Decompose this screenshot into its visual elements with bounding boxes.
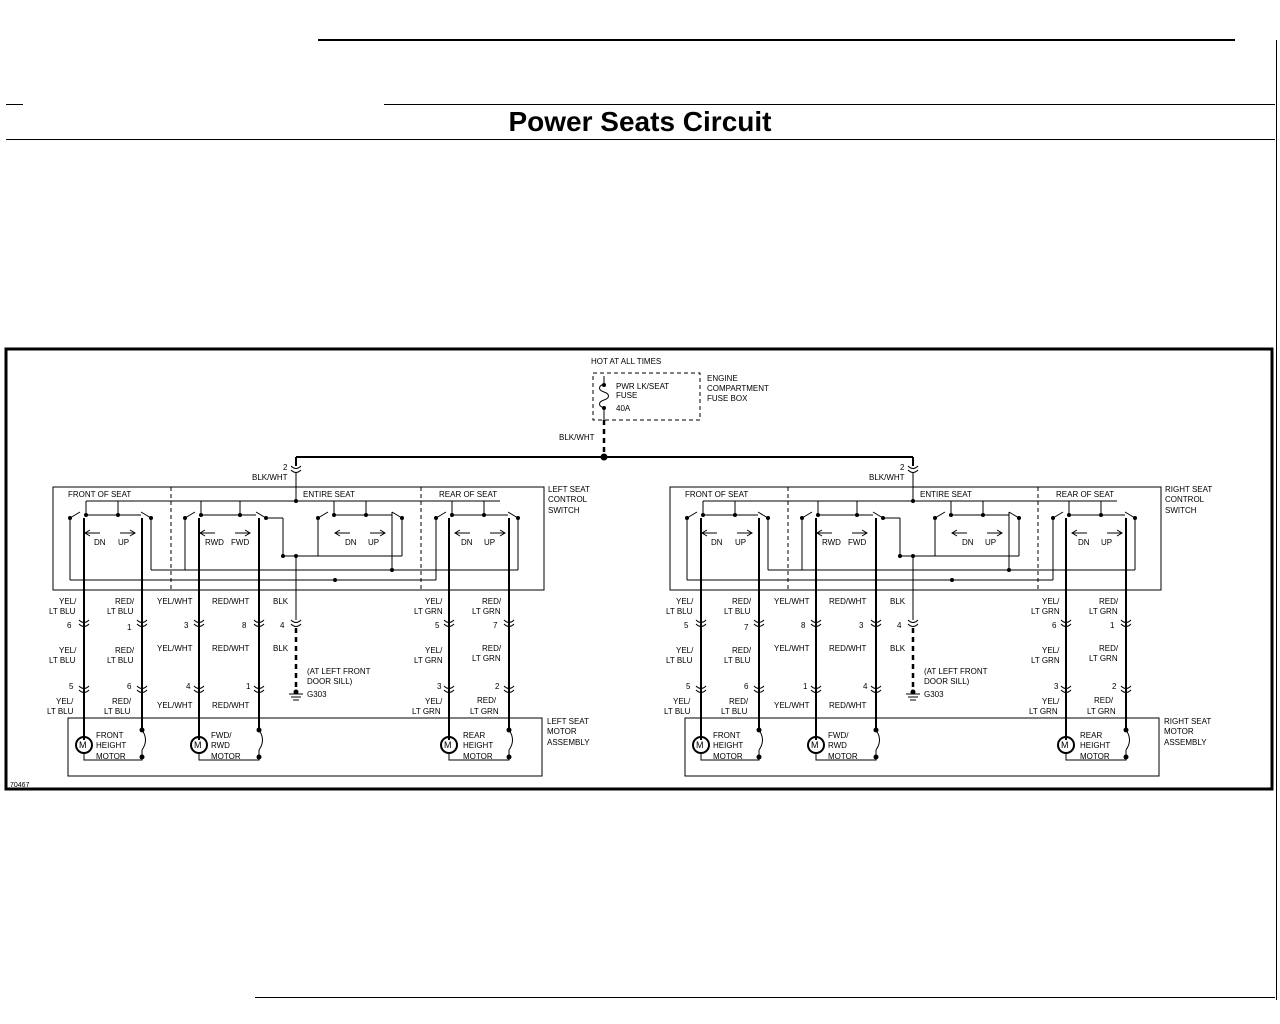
right-w4-bot2: LT GRN — [1029, 707, 1058, 716]
right-w0-bot2: LT BLU — [664, 707, 691, 716]
left-switch-label-1: LEFT SEAT — [548, 485, 590, 494]
svg-text:HEIGHT: HEIGHT — [96, 741, 127, 750]
svg-text:MOTOR: MOTOR — [1080, 752, 1110, 761]
left-w1-bot1: RED/ — [112, 697, 132, 706]
right-w1-mid2: LT BLU — [724, 656, 751, 665]
left-ground-note-2: DOOR SILL) — [307, 677, 353, 686]
right-switch-label-3: SWITCH — [1165, 506, 1197, 515]
left-ground-wire: BLK — [273, 597, 289, 606]
right-motor-label-3: ASSEMBLY — [1164, 738, 1207, 747]
fuse-rating-label: 40A — [616, 404, 631, 413]
left-ground-id: G303 — [307, 690, 327, 699]
right-w1-pinb: 6 — [744, 682, 749, 691]
left-w4-bot1: YEL/ — [425, 697, 443, 706]
left-w2-pina: 3 — [184, 621, 189, 630]
right-w0-top1: YEL/ — [676, 597, 694, 606]
left-w3-top1: RED/WHT — [212, 597, 250, 606]
left-w4-bot2: LT GRN — [412, 707, 441, 716]
right-section-rear: REAR OF SEAT — [1056, 490, 1115, 499]
left-w1-top2: LT BLU — [107, 607, 134, 616]
svg-text:REAR: REAR — [1080, 731, 1103, 740]
left-fwd: FWD — [231, 538, 250, 547]
svg-text:FWD/: FWD/ — [211, 731, 232, 740]
right-w4-top2: LT GRN — [1031, 607, 1060, 616]
right-dn-3: DN — [1078, 538, 1090, 547]
right-w4-mid2: LT GRN — [1031, 656, 1060, 665]
right-section-entire: ENTIRE SEAT — [920, 490, 972, 499]
right-w5-pinb: 2 — [1112, 682, 1117, 691]
right-section-front: FRONT OF SEAT — [685, 490, 749, 499]
right-w4-top1: YEL/ — [1042, 597, 1060, 606]
left-rwd: RWD — [205, 538, 224, 547]
svg-text:M: M — [1061, 740, 1069, 750]
svg-text:HEIGHT: HEIGHT — [713, 741, 744, 750]
left-section-entire: ENTIRE SEAT — [303, 490, 355, 499]
right-feed-pin: 2 — [900, 463, 905, 472]
left-feed-pin: 2 — [283, 463, 288, 472]
svg-text:MOTOR: MOTOR — [463, 752, 493, 761]
right-ground-wire: BLK — [890, 597, 906, 606]
right-up-2: UP — [985, 538, 997, 547]
right-w3-pina: 3 — [859, 621, 864, 630]
right-w4-pina: 6 — [1052, 621, 1057, 630]
feed-wire-label: BLK/WHT — [559, 433, 595, 442]
svg-text:M: M — [696, 740, 704, 750]
left-w0-mid1: YEL/ — [59, 646, 77, 655]
right-w0-pina: 5 — [684, 621, 689, 630]
left-seat-circuit — [47, 457, 590, 776]
left-w3-bot1: RED/WHT — [212, 701, 250, 710]
right-up-3: UP — [1101, 538, 1113, 547]
left-w5-top1: RED/ — [482, 597, 502, 606]
left-w1-top1: RED/ — [115, 597, 135, 606]
right-dn-2: DN — [962, 538, 974, 547]
left-fwd-rwd-motor — [191, 728, 263, 762]
left-switch-label-3: SWITCH — [548, 506, 580, 515]
svg-text:FRONT: FRONT — [96, 731, 124, 740]
right-w0-top2: LT BLU — [666, 607, 693, 616]
svg-text:FRONT: FRONT — [713, 731, 741, 740]
left-w1-mid2: LT BLU — [107, 656, 134, 665]
svg-text:M: M — [79, 740, 87, 750]
right-w5-pina: 1 — [1110, 621, 1115, 630]
left-switch-label-2: CONTROL — [548, 495, 588, 504]
right-fwd: FWD — [848, 538, 867, 547]
page-title: Power Seats Circuit — [508, 106, 772, 137]
left-section-rear: REAR OF SEAT — [439, 490, 498, 499]
right-w2-top1: YEL/WHT — [774, 597, 810, 606]
left-dn-2: DN — [345, 538, 357, 547]
svg-text:MOTOR: MOTOR — [713, 752, 743, 761]
left-w3-pinb: 1 — [246, 682, 251, 691]
right-w5-mid1: RED/ — [1099, 644, 1119, 653]
diagram-frame — [6, 349, 1272, 789]
right-w0-pinb: 5 — [686, 682, 691, 691]
right-w4-mid1: YEL/ — [1042, 646, 1060, 655]
right-w1-bot2: LT BLU — [721, 707, 748, 716]
right-w0-mid1: YEL/ — [676, 646, 694, 655]
right-w1-bot1: RED/ — [729, 697, 749, 706]
left-w0-pinb: 5 — [69, 682, 74, 691]
left-w5-pina: 7 — [493, 621, 498, 630]
right-w3-mid1: RED/WHT — [829, 644, 867, 653]
left-w1-mid1: RED/ — [115, 646, 135, 655]
right-fwd-rwd-motor — [808, 728, 880, 762]
left-w4-top1: YEL/ — [425, 597, 443, 606]
right-w0-mid2: LT BLU — [666, 656, 693, 665]
left-dn-1: DN — [94, 538, 106, 547]
right-w1-mid1: RED/ — [732, 646, 752, 655]
left-up-1: UP — [118, 538, 130, 547]
left-w4-pina: 5 — [435, 621, 440, 630]
left-front-height-motor — [76, 728, 146, 762]
left-up-2: UP — [368, 538, 380, 547]
left-w0-pina: 6 — [67, 621, 72, 630]
right-w1-top1: RED/ — [732, 597, 752, 606]
left-w2-bot1: YEL/WHT — [157, 701, 193, 710]
svg-text:M: M — [194, 740, 202, 750]
right-feed-wire: BLK/WHT — [869, 473, 905, 482]
right-w5-bot1: RED/ — [1094, 696, 1114, 705]
right-w4-bot1: YEL/ — [1042, 697, 1060, 706]
left-ground-note-1: (AT LEFT FRONT — [307, 667, 371, 676]
hot-at-all-times-label: HOT AT ALL TIMES — [591, 357, 662, 366]
svg-text:MOTOR: MOTOR — [828, 752, 858, 761]
right-w3-bot1: RED/WHT — [829, 701, 867, 710]
figure-number: 70467 — [10, 782, 30, 789]
fuse-name-label: PWR LK/SEAT — [616, 382, 670, 391]
left-w2-pinb: 4 — [186, 682, 191, 691]
svg-text:REAR: REAR — [463, 731, 486, 740]
left-motor-label-2: MOTOR — [547, 727, 577, 736]
right-ground-note-2: DOOR SILL) — [924, 677, 970, 686]
right-w5-bot2: LT GRN — [1087, 707, 1116, 716]
left-w0-bot2: LT BLU — [47, 707, 74, 716]
right-front-height-motor — [693, 728, 763, 762]
fuse-icon — [600, 376, 609, 420]
right-w3-pinb: 4 — [863, 682, 868, 691]
left-w0-top1: YEL/ — [59, 597, 77, 606]
left-w1-bot2: LT BLU — [104, 707, 131, 716]
svg-text:RWD: RWD — [211, 741, 230, 750]
left-w4-mid1: YEL/ — [425, 646, 443, 655]
right-switch-label-1: RIGHT SEAT — [1165, 485, 1213, 494]
svg-text:RWD: RWD — [828, 741, 847, 750]
left-up-3: UP — [484, 538, 496, 547]
left-w4-mid2: LT GRN — [414, 656, 443, 665]
right-up-1: UP — [735, 538, 747, 547]
right-motor-label-2: MOTOR — [1164, 727, 1194, 736]
left-w0-mid2: LT BLU — [49, 656, 76, 665]
svg-text:M: M — [444, 740, 452, 750]
right-w1-pina: 7 — [744, 623, 749, 632]
svg-text:HEIGHT: HEIGHT — [1080, 741, 1111, 750]
left-motor-label-3: ASSEMBLY — [547, 738, 590, 747]
right-w0-bot1: YEL/ — [673, 697, 691, 706]
fuse-box-outline — [593, 373, 700, 420]
right-w2-pinb: 1 — [803, 682, 808, 691]
svg-text:FWD/: FWD/ — [828, 731, 849, 740]
right-w5-top1: RED/ — [1099, 597, 1119, 606]
svg-text:MOTOR: MOTOR — [211, 752, 241, 761]
right-w5-mid2: LT GRN — [1089, 654, 1118, 663]
svg-text:M: M — [811, 740, 819, 750]
left-w2-top1: YEL/WHT — [157, 597, 193, 606]
fusebox-label-2: COMPARTMENT — [707, 384, 769, 393]
right-w1-top2: LT BLU — [724, 607, 751, 616]
power-source — [296, 357, 913, 461]
left-w3-pina: 8 — [242, 621, 247, 630]
svg-text:HEIGHT: HEIGHT — [463, 741, 494, 750]
left-w0-top2: LT BLU — [49, 607, 76, 616]
right-motor-label-1: RIGHT SEAT — [1164, 717, 1212, 726]
right-ground-wire-2: BLK — [890, 644, 906, 653]
svg-text:MOTOR: MOTOR — [96, 752, 126, 761]
right-w2-bot1: YEL/WHT — [774, 701, 810, 710]
right-ground-id: G303 — [924, 690, 944, 699]
right-rear-height-motor — [1058, 728, 1130, 762]
left-ground-pin: 4 — [280, 621, 285, 630]
left-dn-3: DN — [461, 538, 473, 547]
right-dn-1: DN — [711, 538, 723, 547]
left-w3-mid1: RED/WHT — [212, 644, 250, 653]
left-w4-top2: LT GRN — [414, 607, 443, 616]
left-rear-height-motor — [441, 728, 513, 762]
right-w3-top1: RED/WHT — [829, 597, 867, 606]
left-w2-mid1: YEL/WHT — [157, 644, 193, 653]
fuse-type-label: FUSE — [616, 391, 638, 400]
left-w5-pinb: 2 — [495, 682, 500, 691]
right-seat-circuit — [664, 457, 1212, 776]
left-motor-label-1: LEFT SEAT — [547, 717, 589, 726]
left-w5-top2: LT GRN — [472, 607, 501, 616]
right-ground-pin: 4 — [897, 621, 902, 630]
right-rwd: RWD — [822, 538, 841, 547]
left-ground-wire-2: BLK — [273, 644, 289, 653]
left-w5-bot2: LT GRN — [470, 707, 499, 716]
left-section-front: FRONT OF SEAT — [68, 490, 132, 499]
left-w5-bot1: RED/ — [477, 696, 497, 705]
right-w4-pinb: 3 — [1054, 682, 1059, 691]
fusebox-label-3: FUSE BOX — [707, 394, 748, 403]
left-w5-mid1: RED/ — [482, 644, 502, 653]
right-ground-note-1: (AT LEFT FRONT — [924, 667, 988, 676]
right-w2-pina: 8 — [801, 621, 806, 630]
left-feed-wire: BLK/WHT — [252, 473, 288, 482]
right-w5-top2: LT GRN — [1089, 607, 1118, 616]
left-w1-pina: 1 — [127, 623, 132, 632]
left-w4-pinb: 3 — [437, 682, 442, 691]
right-switch-label-2: CONTROL — [1165, 495, 1205, 504]
left-w1-pinb: 6 — [127, 682, 132, 691]
fusebox-label-1: ENGINE — [707, 374, 738, 383]
left-w5-mid2: LT GRN — [472, 654, 501, 663]
right-w2-mid1: YEL/WHT — [774, 644, 810, 653]
left-w0-bot1: YEL/ — [56, 697, 74, 706]
